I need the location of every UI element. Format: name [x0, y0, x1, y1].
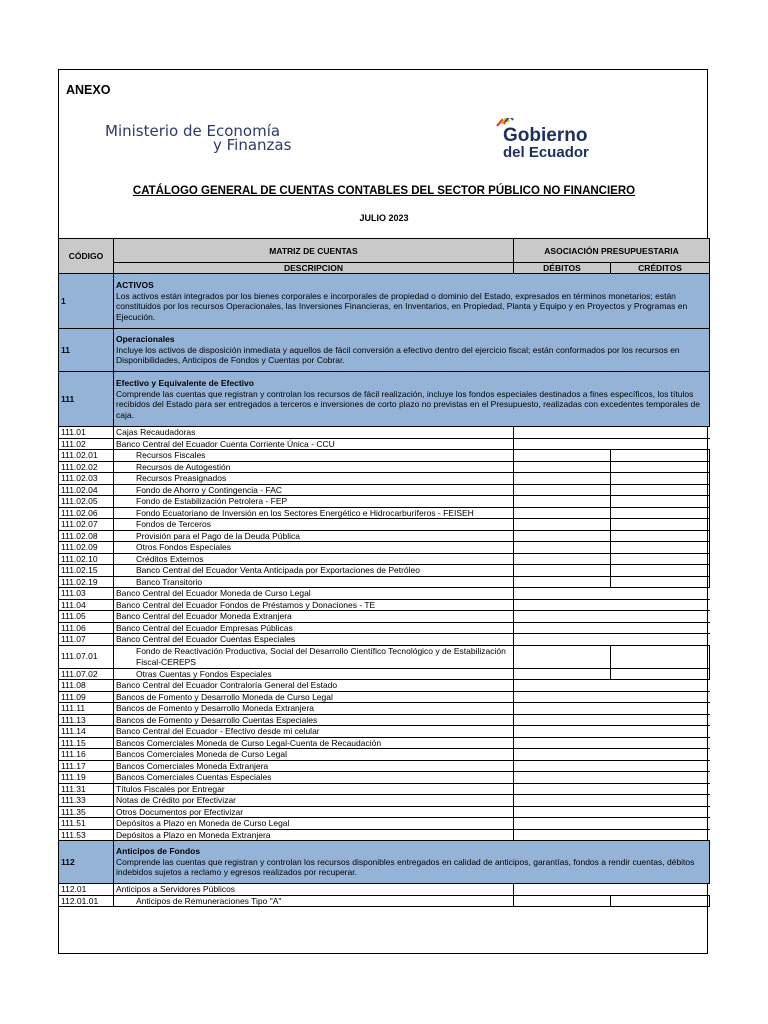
table-row [59, 530, 710, 542]
account-description: Otras Cuentas y Fondos Especiales [114, 668, 514, 680]
document-sheet [58, 69, 708, 954]
credit-cell [611, 461, 710, 473]
annex-label: ANEXO [66, 83, 111, 97]
group-description [114, 329, 710, 372]
account-code: 111.02.01 [59, 450, 114, 462]
debit-cell [514, 895, 611, 907]
association-cell [514, 818, 710, 830]
logo-word-ecuador: del Ecuador [503, 144, 589, 161]
ministry-logo-line2: y Finanzas [213, 136, 292, 154]
account-description: Banco Central del Ecuador Contraloría General del Estado [114, 680, 514, 692]
catalog-title: CATÁLOGO GENERAL DE CUENTAS CONTABLES DEL SECTOR PÚBLICO NO FINANCIERO [132, 185, 636, 197]
account-description: Fondo de Reactivación Productiva, Social del Desarrollo Científico Tecnológico y de Estabilización Fiscal-CEREPS [114, 645, 514, 668]
account-description: Banco Central del Ecuador Moneda Extranjera [114, 611, 514, 623]
account-description: Banco Central del Ecuador Fondos de Préstamos y Donaciones - TE [114, 599, 514, 611]
credit-cell [611, 473, 710, 485]
association-cell [514, 795, 710, 807]
account-code: 111.53 [59, 829, 114, 841]
table-row [59, 760, 710, 772]
association-cell [514, 634, 710, 646]
table-row [59, 703, 710, 715]
account-code: 111.09 [59, 691, 114, 703]
debit-cell [514, 530, 611, 542]
col-header-code: CÓDIGO [59, 239, 114, 274]
table-row [59, 565, 710, 577]
table-row [59, 668, 710, 680]
account-description: Títulos Fiscales por Entregar [114, 783, 514, 795]
debit-cell [514, 473, 611, 485]
col-header-credits: CRÉDITOS [611, 263, 710, 274]
account-description: Depósitos a Plazo en Moneda de Curso Legal [114, 818, 514, 830]
credit-cell [611, 530, 710, 542]
ministry-logo [105, 124, 291, 152]
association-cell [514, 760, 710, 772]
credit-cell [611, 507, 710, 519]
credit-cell [611, 668, 710, 680]
account-description: Bancos Comerciales Cuentas Especiales [114, 772, 514, 784]
association-cell [514, 438, 710, 450]
table-row [59, 749, 710, 761]
table-row [59, 438, 710, 450]
account-description: Banco Central del Ecuador - Efectivo desde mi celular [114, 726, 514, 738]
credit-cell [611, 496, 710, 508]
table-row [59, 714, 710, 726]
credit-cell [611, 895, 710, 907]
group-title: ACTIVOS [116, 280, 154, 290]
account-description: Bancos Comerciales Moneda de Curso Legal [114, 749, 514, 761]
account-description: Bancos Comerciales Moneda Extranjera [114, 760, 514, 772]
table-row [59, 645, 710, 668]
association-cell [514, 611, 710, 623]
account-description: Banco Central del Ecuador Moneda de Curso Legal [114, 588, 514, 600]
table-row [59, 895, 710, 907]
account-description: Fondo de Estabilización Petrolera - FEP [114, 496, 514, 508]
group-description [114, 274, 710, 329]
account-description: Provisión para el Pago de la Deuda Pública [114, 530, 514, 542]
group-row [59, 274, 710, 329]
account-code: 111.02.03 [59, 473, 114, 485]
ministry-logo-line1: Ministerio de Economía [105, 122, 281, 140]
association-cell [514, 599, 710, 611]
account-code: 111.51 [59, 818, 114, 830]
account-code: 111.07.01 [59, 645, 114, 668]
debit-cell [514, 645, 611, 668]
table-row [59, 473, 710, 485]
association-cell [514, 714, 710, 726]
group-title: Efectivo y Equivalente de Efectivo [116, 378, 254, 388]
debit-cell [514, 576, 611, 588]
debit-cell [514, 450, 611, 462]
catalog-date: JULIO 2023 [359, 213, 409, 223]
account-description: Otros Fondos Especiales [114, 542, 514, 554]
col-header-debits: DÉBITOS [514, 263, 611, 274]
group-text: Los activos están integrados por los bienes corporales e incorporales de propiedad o dominio del Estado, expresados en términos monetarios; están constituidos por los recursos Operacionales, las Inversiones Financieras, en Inventarios, en Propiedad, Planta y Equipo y en Proyectos y Programas en Ejecución. [116, 290, 688, 322]
table-row [59, 726, 710, 738]
credit-cell [611, 565, 710, 577]
group-text: Comprende las cuentas que registran y controlan los recursos de fácil realización, incluye los fondos especiales destinados a fines específicos, los títulos recibidos del Estado para ser entregados a terceros e inversiones de corto plazo no previstas en el Presupuesto, realizadas con excedentes temporales de caja. [116, 388, 701, 420]
table-row [59, 496, 710, 508]
account-code: 111.06 [59, 622, 114, 634]
table-row [59, 576, 710, 588]
account-code: 111.02.08 [59, 530, 114, 542]
debit-cell [514, 553, 611, 565]
account-code: 111.16 [59, 749, 114, 761]
table-row [59, 553, 710, 565]
association-cell [514, 884, 710, 896]
association-cell [514, 737, 710, 749]
account-description: Fondo Ecuatoriano de Inversión en los Sectores Energético e Hidrocarburíferos - FEISEH [114, 507, 514, 519]
account-code: 111.14 [59, 726, 114, 738]
table-row [59, 599, 710, 611]
table-row [59, 427, 710, 439]
gobierno-ecuador-logo [493, 118, 623, 162]
account-code: 111.08 [59, 680, 114, 692]
debit-cell [514, 668, 611, 680]
debit-cell [514, 496, 611, 508]
account-code: 111.02.07 [59, 519, 114, 531]
account-code: 111.07 [59, 634, 114, 646]
accounts-table [58, 238, 710, 907]
debit-cell [514, 461, 611, 473]
account-description: Bancos Comerciales Moneda de Curso Legal-Cuenta de Recaudación [114, 737, 514, 749]
debit-cell [514, 565, 611, 577]
col-header-association: ASOCIACIÓN PRESUPUESTARIA [514, 239, 710, 263]
table-row [59, 450, 710, 462]
association-cell [514, 703, 710, 715]
account-code: 112.01.01 [59, 895, 114, 907]
table-row [59, 737, 710, 749]
account-code: 111.31 [59, 783, 114, 795]
account-code: 111.02.15 [59, 565, 114, 577]
association-cell [514, 806, 710, 818]
table-row [59, 484, 710, 496]
association-cell [514, 588, 710, 600]
logo-word-gobierno: Gobierno [503, 125, 588, 146]
account-code: 111.01 [59, 427, 114, 439]
account-code: 111.02.19 [59, 576, 114, 588]
table-row [59, 884, 710, 896]
account-description: Depósitos a Plazo en Moneda Extranjera [114, 829, 514, 841]
account-code: 112.01 [59, 884, 114, 896]
group-title: Anticipos de Fondos [116, 846, 201, 857]
account-description: Banco Transitorio [114, 576, 514, 588]
account-description: Bancos de Fomento y Desarrollo Moneda Extranjera [114, 703, 514, 715]
association-cell [514, 680, 710, 692]
account-description: Cajas Recaudadoras [114, 427, 514, 439]
account-code: 111.02.10 [59, 553, 114, 565]
association-cell [514, 622, 710, 634]
credit-cell [611, 450, 710, 462]
credit-cell [611, 542, 710, 554]
account-code: 111.33 [59, 795, 114, 807]
account-description: Banco Central del Ecuador Cuenta Corriente Única - CCU [114, 438, 514, 450]
credit-cell [611, 645, 710, 668]
group-text: Incluye los activos de disposición inmediata y aquellos de fácil conversión a efectivo dentro del ejercicio fiscal; están conformados por los recursos en Disponibilidades, Anticipos de Fondos y Cuentas por Cobrar. [116, 344, 680, 366]
association-cell [514, 749, 710, 761]
account-code: 111.07.02 [59, 668, 114, 680]
account-code: 111.15 [59, 737, 114, 749]
col-header-description: DESCRIPCION [114, 263, 514, 274]
group-code: 112 [59, 841, 114, 884]
account-code: 111.13 [59, 714, 114, 726]
account-description: Bancos de Fomento y Desarrollo Moneda de Curso Legal [114, 691, 514, 703]
group-title: Operacionales [116, 334, 175, 345]
debit-cell [514, 542, 611, 554]
account-description: Recursos Preasignados [114, 473, 514, 485]
account-code: 111.03 [59, 588, 114, 600]
table-row [59, 461, 710, 473]
credit-cell [611, 553, 710, 565]
table-row [59, 622, 710, 634]
account-code: 111.02.04 [59, 484, 114, 496]
association-cell [514, 829, 710, 841]
group-code: 1 [59, 274, 114, 329]
account-description: Notas de Crédito por Efectivizar [114, 795, 514, 807]
account-code: 111.17 [59, 760, 114, 772]
account-description: Banco Central del Ecuador Empresas Públicas [114, 622, 514, 634]
table-row [59, 818, 710, 830]
account-code: 111.11 [59, 703, 114, 715]
table-row [59, 519, 710, 531]
account-description: Banco Central del Ecuador Cuentas Especiales [114, 634, 514, 646]
account-description: Recursos Fiscales [114, 450, 514, 462]
association-cell [514, 772, 710, 784]
account-code: 111.04 [59, 599, 114, 611]
account-code: 111.35 [59, 806, 114, 818]
table-row [59, 542, 710, 554]
account-description: Anticipos de Remuneraciones Tipo "A" [114, 895, 514, 907]
table-row [59, 507, 710, 519]
account-description: Fondos de Terceros [114, 519, 514, 531]
account-description: Recursos de Autogestión [114, 461, 514, 473]
credit-cell [611, 519, 710, 531]
debit-cell [514, 519, 611, 531]
table-row [59, 691, 710, 703]
account-description: Bancos de Fomento y Desarrollo Cuentas Especiales [114, 714, 514, 726]
table-row [59, 611, 710, 623]
table-row [59, 795, 710, 807]
account-code: 111.19 [59, 772, 114, 784]
account-description: Créditos Externos [114, 553, 514, 565]
group-text: Comprende las cuentas que registran y controlan los recursos disponibles entregados en calidad de anticipos, garantías, fondos a rendir cuentas, débitos indebidos sujetos a reclamo y egresos realizados por recuperar. [116, 856, 695, 878]
account-code: 111.05 [59, 611, 114, 623]
table-row [59, 680, 710, 692]
association-cell [514, 726, 710, 738]
group-code: 11 [59, 329, 114, 372]
account-code: 111.02.06 [59, 507, 114, 519]
association-cell [514, 691, 710, 703]
group-row [59, 329, 710, 372]
account-code: 111.02 [59, 438, 114, 450]
group-row [59, 372, 710, 427]
table-row [59, 783, 710, 795]
col-header-matrix: MATRIZ DE CUENTAS [114, 239, 514, 263]
table-row [59, 829, 710, 841]
debit-cell [514, 484, 611, 496]
table-row [59, 806, 710, 818]
group-description [114, 372, 710, 427]
association-cell [514, 783, 710, 795]
table-row [59, 634, 710, 646]
table-body [59, 274, 710, 907]
account-description: Fondo de Ahorro y Contingencia - FAC [114, 484, 514, 496]
credit-cell [611, 484, 710, 496]
account-description: Otros Documentos por Efectivizar [114, 806, 514, 818]
table-row [59, 588, 710, 600]
credit-cell [611, 576, 710, 588]
debit-cell [514, 507, 611, 519]
account-code: 111.02.05 [59, 496, 114, 508]
account-description: Anticipos a Servidores Públicos [114, 884, 514, 896]
account-description: Banco Central del Ecuador Venta Anticipada por Exportaciones de Petróleo [114, 565, 514, 577]
association-cell [514, 427, 710, 439]
group-code: 111 [59, 372, 114, 427]
group-row [59, 841, 710, 884]
group-description [114, 841, 710, 884]
account-code: 111.02.02 [59, 461, 114, 473]
account-code: 111.02.09 [59, 542, 114, 554]
table-row [59, 772, 710, 784]
